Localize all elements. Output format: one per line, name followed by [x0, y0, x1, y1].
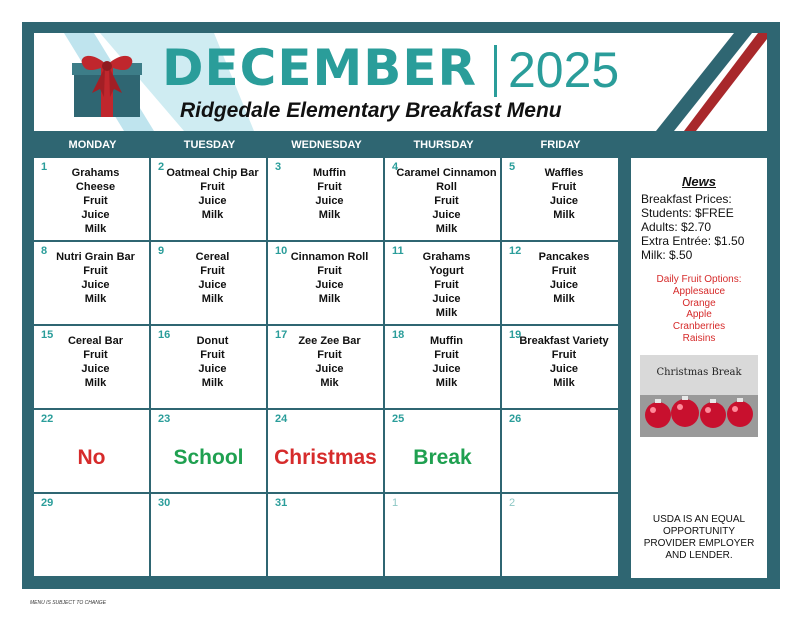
fruit-line: Apple: [686, 309, 712, 321]
menu-item: Muffin: [430, 335, 463, 347]
menu-item: Milk: [435, 377, 458, 389]
usda-line: AND LENDER.: [665, 550, 733, 561]
calendar-month: DECEMBER: [162, 39, 478, 97]
menu-item: Milk: [84, 293, 107, 305]
menu-item: Milk: [435, 307, 458, 319]
menu-item: Juice: [198, 279, 227, 291]
usda-line: PROVIDER EMPLOYER: [643, 538, 755, 549]
menu-item: Milk: [318, 209, 341, 221]
holiday-label: School: [173, 446, 244, 469]
menu-item: Fruit: [83, 195, 108, 207]
menu-item: Fruit: [200, 181, 225, 193]
menu-item: Roll: [436, 181, 457, 193]
menu-item: Milk: [435, 223, 458, 235]
calendar-day-cell: [502, 410, 620, 494]
day-number: 1: [392, 497, 399, 509]
menu-item: Juice: [315, 195, 344, 207]
calendar-day-cell: [151, 326, 268, 410]
day-number: 15: [41, 329, 54, 341]
news-sidebar: [631, 158, 767, 578]
calendar-day-cell: [34, 326, 151, 410]
menu-item: Milk: [318, 293, 341, 305]
menu-header: [34, 33, 767, 131]
calendar-day-cell: [502, 494, 620, 578]
menu-items: [276, 334, 383, 390]
menu-item: Cereal: [195, 251, 230, 263]
menu-item: Fruit: [200, 349, 225, 361]
menu-item: Yogurt: [429, 265, 464, 277]
menu-item: Juice: [198, 363, 227, 375]
day-number: 30: [158, 497, 171, 509]
calendar-day-cell: [385, 158, 502, 242]
menu-item: Fruit: [317, 349, 342, 361]
menu-item: Grahams: [71, 167, 120, 179]
holiday-label: Break: [413, 446, 472, 469]
footer-note: MENU IS SUBJECT TO CHANGE: [30, 600, 107, 606]
calendar-day-cell: [502, 158, 620, 242]
weekday-header: FRIDAY: [540, 139, 581, 151]
day-number: 18: [392, 329, 405, 341]
calendar-day-cell: [34, 242, 151, 326]
day-number: 2: [158, 161, 165, 173]
menu-items: [510, 166, 618, 222]
calendar-day-cell: [502, 326, 620, 410]
day-number: 2: [509, 497, 516, 509]
usda-statement: [631, 514, 767, 562]
day-number: 10: [275, 245, 288, 257]
calendar-day-cell: [34, 494, 151, 578]
calendar-year: 2025: [508, 42, 620, 98]
menu-items: [159, 334, 266, 390]
menu-item: Cinnamon Roll: [290, 251, 369, 263]
menu-item: Fruit: [83, 349, 108, 361]
menu-item: Juice: [549, 279, 579, 291]
menu-items: [42, 334, 149, 390]
menu-items: [276, 166, 383, 222]
menu-item: Juice: [315, 363, 344, 375]
menu-item: Breakfast Variety: [519, 335, 609, 347]
fruit-line: Orange: [682, 297, 716, 309]
menu-item: Fruit: [200, 265, 225, 277]
calendar-day-cell: [34, 158, 151, 242]
price-line: Milk: $.50: [641, 248, 693, 262]
weekday-header: MONDAY: [68, 139, 117, 151]
menu-item: Juice: [432, 293, 461, 305]
holiday-label: No: [77, 446, 106, 469]
menu-item: Juice: [81, 279, 110, 291]
gift-icon: [70, 49, 144, 121]
menu-item: Milk: [553, 293, 575, 305]
calendar-day-cell: [151, 242, 268, 326]
menu-item: Oatmeal Chip Bar: [166, 167, 259, 179]
menu-item: Caramel Cinnamon: [396, 167, 497, 179]
title-separator: [494, 45, 497, 97]
menu-items: [42, 166, 149, 236]
menu-item: Juice: [81, 209, 110, 221]
menu-items: [393, 250, 500, 320]
day-number: 23: [158, 413, 171, 425]
holiday-label: Christmas: [274, 446, 377, 469]
menu-item: Milk: [553, 209, 575, 221]
menu-item: Fruit: [317, 265, 342, 277]
menu-item: Muffin: [313, 167, 346, 179]
menu-item: Juice: [198, 195, 227, 207]
menu-item: Fruit: [551, 265, 577, 277]
day-number: 9: [158, 245, 165, 257]
menu-item: Nutri Grain Bar: [56, 251, 135, 263]
menu-items: [276, 250, 383, 306]
day-number: 24: [275, 413, 288, 425]
menu-item: Pancakes: [538, 251, 590, 263]
menu-item: Fruit: [434, 279, 459, 291]
calendar-day-cell: [151, 158, 268, 242]
day-number: 8: [41, 245, 48, 257]
usda-line: OPPORTUNITY: [662, 526, 736, 537]
calendar-day-cell: [268, 326, 385, 410]
menu-item: Fruit: [434, 349, 459, 361]
day-number: 1: [41, 161, 48, 173]
christmas-break-image: [640, 355, 758, 437]
price-line: Extra Entrée: $1.50: [641, 234, 745, 248]
calendar-day-cell: [502, 242, 620, 326]
day-number: 29: [41, 497, 54, 509]
menu-item: Grahams: [422, 251, 471, 263]
calendar-day-cell: [268, 158, 385, 242]
day-number: 4: [392, 161, 399, 173]
day-number: 26: [509, 413, 522, 425]
calendar-day-cell: [34, 410, 151, 494]
day-number: 17: [275, 329, 288, 341]
menu-item: Cereal Bar: [67, 335, 124, 347]
weekday-header: WEDNESDAY: [291, 139, 362, 151]
menu-item: Milk: [201, 293, 224, 305]
menu-items: [393, 166, 500, 236]
menu-item: Donut: [196, 335, 229, 347]
day-number: 16: [158, 329, 171, 341]
menu-item: Juice: [432, 209, 461, 221]
menu-title: Ridgedale Elementary Breakfast Menu: [180, 99, 562, 122]
menu-item: Waffles: [544, 167, 584, 179]
day-number: 22: [41, 413, 54, 425]
weekday-header: THURSDAY: [413, 139, 474, 151]
calendar-day-cell: [385, 242, 502, 326]
menu-item: Fruit: [551, 349, 577, 361]
menu-items: [159, 166, 266, 222]
calendar-day-cell: [385, 494, 502, 578]
image-caption: Christmas Break: [656, 367, 742, 378]
calendar-day-cell: [151, 410, 268, 494]
price-line: Adults: $2.70: [641, 220, 712, 234]
menu-item: Juice: [315, 279, 344, 291]
calendar-day-cell: [385, 326, 502, 410]
calendar-day-cell: [268, 242, 385, 326]
price-line: Students: $FREE: [641, 206, 734, 220]
calendar-grid: [34, 158, 620, 578]
menu-item: Juice: [432, 363, 461, 375]
menu-item: Juice: [81, 363, 110, 375]
menu-item: Cheese: [75, 181, 116, 193]
day-number: 25: [392, 413, 405, 425]
menu-items: [42, 250, 149, 306]
menu-item: Fruit: [317, 181, 342, 193]
day-number: 11: [392, 245, 404, 257]
menu-item: Zee Zee Bar: [298, 335, 361, 347]
menu-item: Milk: [201, 377, 224, 389]
weekday-header: TUESDAY: [183, 139, 236, 151]
day-number: 12: [509, 245, 522, 257]
menu-item: Milk: [84, 377, 107, 389]
menu-item: Juice: [549, 195, 579, 207]
fruit-line: Daily Fruit Options:: [656, 274, 742, 285]
menu-items: [510, 334, 618, 390]
day-number: 31: [275, 497, 288, 509]
breakfast-prices: [641, 192, 744, 262]
menu-items: [393, 334, 500, 390]
price-line: Breakfast Prices:: [641, 192, 732, 206]
day-number: 19: [509, 329, 522, 341]
news-title: News: [682, 174, 716, 189]
fruit-line: Applesauce: [672, 285, 726, 297]
menu-item: Milk: [84, 223, 107, 235]
menu-item: Mik: [320, 377, 339, 389]
menu-item: Milk: [201, 209, 224, 221]
menu-items: [159, 250, 266, 306]
menu-item: Juice: [549, 363, 579, 375]
menu-item: Fruit: [551, 181, 577, 193]
menu-items: [510, 250, 618, 306]
menu-item: Fruit: [434, 195, 459, 207]
usda-line: USDA IS AN EQUAL: [652, 514, 746, 525]
menu-item: Fruit: [83, 265, 108, 277]
calendar-day-cell: [151, 494, 268, 578]
day-number: 5: [509, 161, 516, 173]
fruit-line: Cranberries: [672, 321, 726, 333]
calendar-day-cell: [268, 410, 385, 494]
fruit-line: Raisins: [682, 332, 716, 344]
calendar-day-cell: [385, 410, 502, 494]
calendar-day-cell: [268, 494, 385, 578]
day-number: 3: [275, 161, 282, 173]
menu-item: Milk: [553, 377, 575, 389]
daily-fruit-options: [631, 274, 767, 345]
